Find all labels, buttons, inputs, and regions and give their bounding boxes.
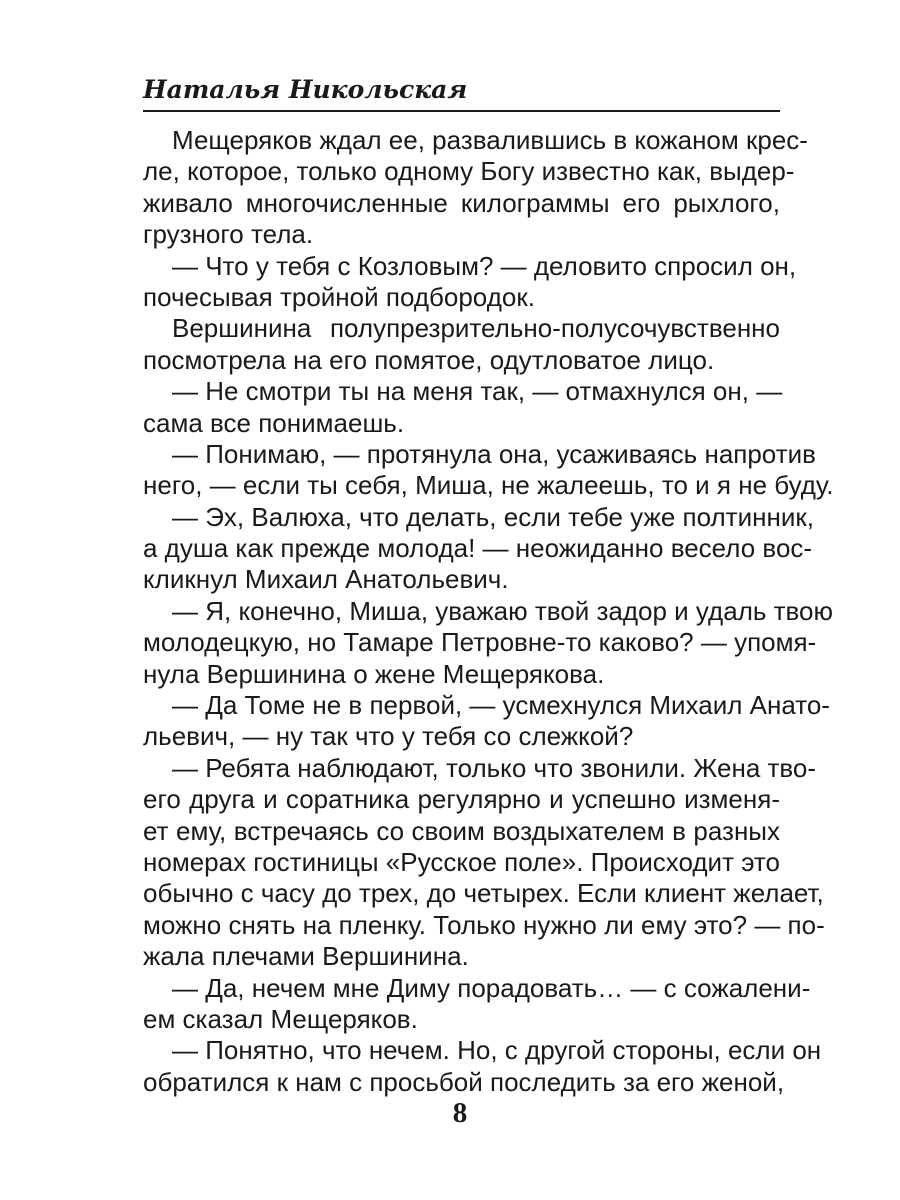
text-line: него, — если ты себя, Миша, не жалеешь, то и я не буду. bbox=[143, 470, 834, 501]
text-line: льевич, — ну так что у тебя со слежкой? bbox=[143, 721, 634, 752]
text-line: ле, которое, только одному Богу известно как, выдер- bbox=[143, 156, 795, 187]
text-line: нула Вершинина о жене Мещерякова. bbox=[143, 658, 605, 689]
text-line: Мещеряков ждал ее, развалившись в кожаном крес- bbox=[172, 125, 808, 155]
text-line: — Не смотри ты на меня так, — отмахнулся он, — bbox=[172, 376, 783, 407]
text-line: жала плечами Вершинина. bbox=[143, 941, 469, 972]
text-line: — Ребята наблюдают, только что звонили. Жена тво- bbox=[172, 752, 817, 783]
body-text bbox=[143, 125, 834, 1098]
page-number: 8 bbox=[452, 1097, 468, 1129]
text-line: грузного тела. bbox=[143, 219, 314, 250]
text-line: кликнул Михаил Анатольевич. bbox=[143, 564, 509, 595]
text-line: ет ему, встречаясь со своим воздыхателем в разных bbox=[143, 815, 780, 846]
text-line: — Понимаю, — протянула она, усаживаясь напротив bbox=[172, 438, 816, 469]
text-line: Вершинина полупрезрительно-полусочувственно bbox=[172, 313, 780, 344]
text-line: молодецкую, но Тамаре Петровне-то каково? — упомя- bbox=[143, 627, 817, 658]
text-line: его друга и соратника регулярно и успешно изменя- bbox=[143, 784, 780, 815]
text-line: — Да, нечем мне Диму порадовать… — с сожалени- bbox=[172, 972, 811, 1003]
text-line: живало многочисленные килограммы его рыхлого, bbox=[143, 187, 780, 218]
text-line: — Понятно, что нечем. Но, с другой стороны, если он bbox=[172, 1035, 822, 1066]
text-line: — Да Томе не в первой, — усмехнулся Михаил Анато- bbox=[172, 690, 830, 721]
text-line: почесывая тройной подбородок. bbox=[143, 281, 535, 312]
text-line: можно снять на пленку. Только нужно ли ему это? — по- bbox=[143, 909, 825, 940]
text-line: обратился к нам с просьбой последить за его женой, bbox=[143, 1066, 785, 1097]
text-line: — Что у тебя с Козловым? — деловито спросил он, bbox=[172, 250, 797, 281]
header-rule bbox=[143, 110, 780, 112]
text-line: — Я, конечно, Миша, уважаю твой задор и удаль твою bbox=[172, 595, 834, 626]
text-line: сама все понимаешь. bbox=[143, 407, 405, 438]
text-line: посмотрела на его помятое, одутловатое лицо. bbox=[143, 344, 715, 375]
text-line: — Эх, Валюха, что делать, если тебе уже полтинник, bbox=[172, 501, 814, 532]
running-head-author: Наталья Никольская bbox=[143, 75, 468, 104]
text-line: номерах гостиницы «Русское поле». Происходит это bbox=[143, 846, 780, 877]
text-line: ем сказал Мещеряков. bbox=[143, 1003, 418, 1034]
text-line: обычно с часу до трех, до четырех. Если клиент желает, bbox=[143, 878, 824, 909]
text-line: а душа как прежде молода! — неожиданно весело вос- bbox=[143, 533, 813, 564]
